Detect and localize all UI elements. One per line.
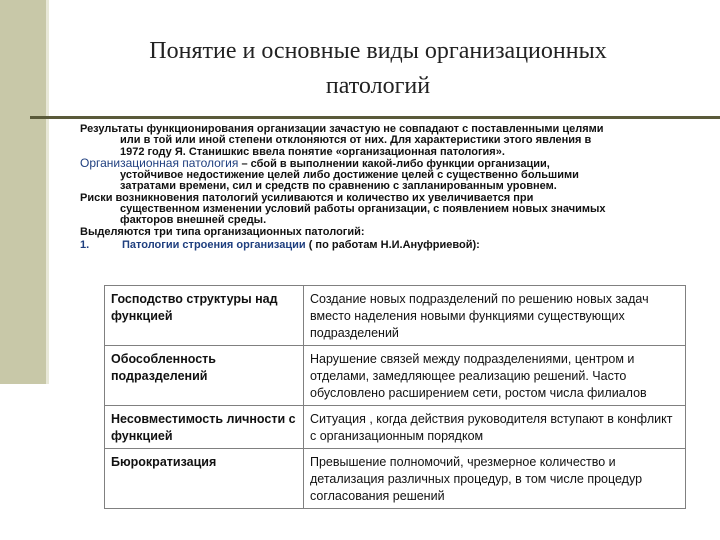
- sidebar-edge: [46, 0, 49, 384]
- paragraph-definition: [80, 155, 670, 193]
- table-cell-term: Обособленность подразделений: [105, 346, 304, 406]
- table-cell-description: Ситуация , когда действия руководителя вступают в конфликт с организационным порядком: [304, 406, 686, 449]
- paragraph-risks-line-1: Риски возникновения патологий усиливаются и количество их увеличивается при: [80, 191, 534, 204]
- table-row: [105, 449, 686, 509]
- table-cell-description: Превышение полномочий, чрезмерное количество и детализация различных процедур, в том числе процедур согласования решений: [304, 449, 686, 509]
- paragraph-results-line-3: 1972 году Я. Станишкис ввела понятие «организационная патология».: [120, 145, 505, 158]
- definition-term: Организационная патология: [80, 155, 239, 170]
- slide-body: [80, 124, 670, 251]
- paragraph-risks: [80, 193, 670, 227]
- list-link: Патологии строения организации: [122, 238, 306, 251]
- definition-lead-rest: – сбой в выполнении какой-либо функции организации,: [238, 157, 550, 170]
- paragraph-results: [80, 124, 670, 158]
- table-cell-description: Создание новых подразделений по решению новых задач вместо наделения новыми функциями существующих подразделений: [304, 286, 686, 346]
- paragraph-results-line-2: или в той или иной степени отклоняются от них. Для характеристики этого явления в: [120, 134, 592, 147]
- list-item-rest: ( по работам Н.И.Ануфриевой):: [305, 238, 480, 251]
- paragraph-definition-line-3: затратами времени, сил и средств по сравнению с запланированным уровнем.: [120, 180, 557, 193]
- title-divider: [30, 116, 720, 119]
- table-cell-description: Нарушение связей между подразделениями, центром и отделами, замедляющее реализацию решений. Часто обусловлено расширением сети, ростом числа филиалов: [304, 346, 686, 406]
- title-line-1: Понятие и основные виды организационных: [149, 38, 607, 64]
- paragraph-definition-line-2: устойчивое недостижение целей либо достижение целей с существенно большими: [120, 169, 579, 182]
- table-row: [105, 346, 686, 406]
- title-line-2: патологий: [325, 73, 431, 99]
- paragraph-results-line-1: Результаты функционирования организации зачастую не совпадают с поставленными целями: [80, 123, 604, 135]
- list-number: 1.: [80, 238, 90, 251]
- paragraph-risks-line-3: факторов внешней среды.: [120, 214, 267, 227]
- table-cell-term: Господство структуры над функцией: [105, 286, 304, 346]
- paragraph-risks-line-2: существенном изменении условий работы организации, с появлением новых значимых: [120, 203, 606, 216]
- pathology-table: [104, 285, 686, 509]
- table-cell-term: Несовместимость личности с функцией: [105, 406, 304, 449]
- decorative-sidebar: [0, 0, 46, 384]
- paragraph-types: Выделяются три типа организационных патологий:: [80, 225, 365, 238]
- list-item-1: [80, 240, 670, 251]
- table-cell-term: Бюрократизация: [105, 449, 304, 509]
- table-row: [105, 286, 686, 346]
- table-row: [105, 406, 686, 449]
- slide-title: [60, 34, 696, 104]
